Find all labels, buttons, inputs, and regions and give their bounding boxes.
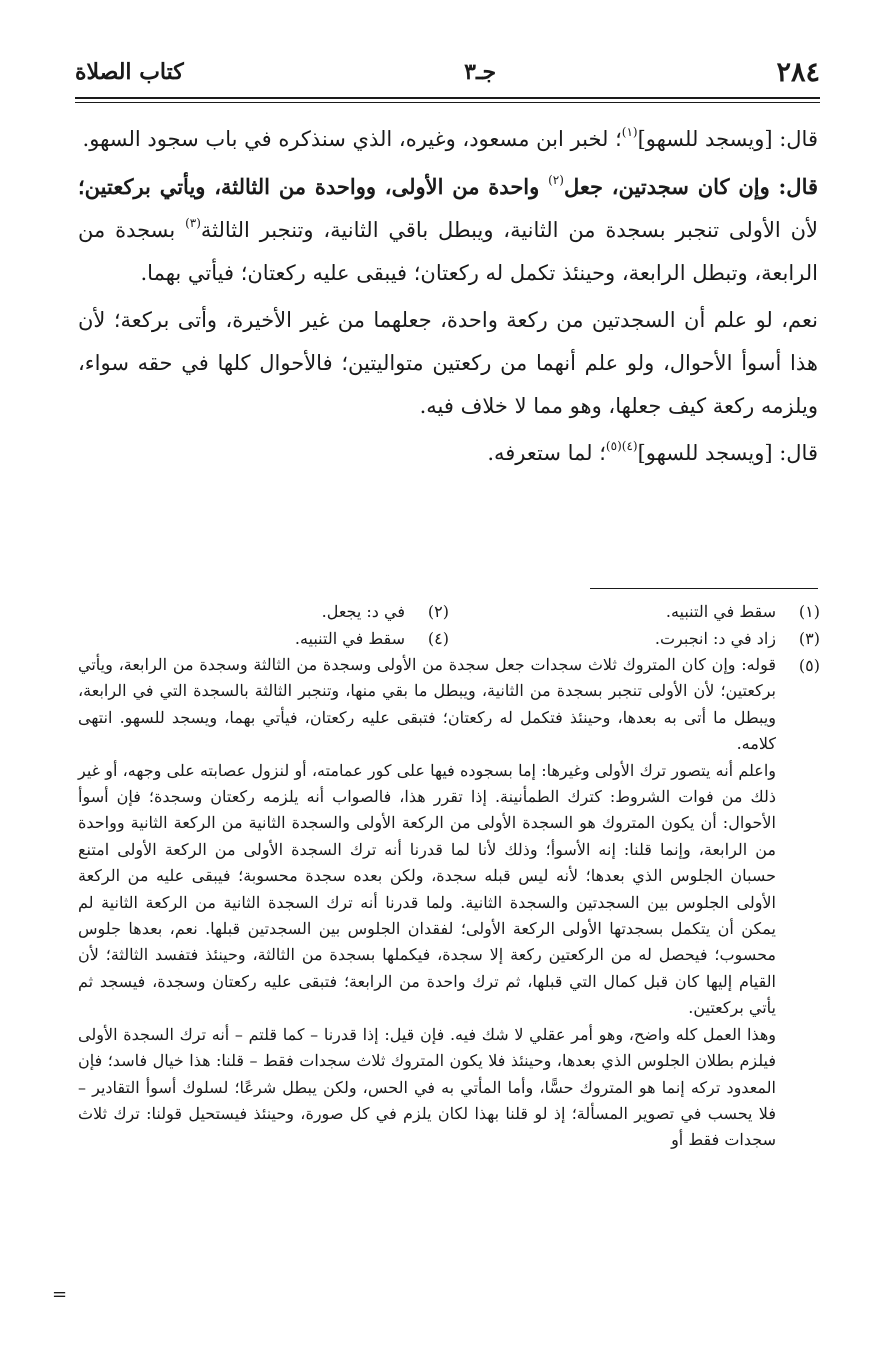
footnote-ref-2: (٢) bbox=[548, 173, 564, 187]
footnote-number: (٤) bbox=[427, 629, 449, 648]
footnote-ref-1: (١) bbox=[621, 125, 638, 139]
footnote-ref-3: (٣) bbox=[185, 216, 201, 230]
paragraph-2 bbox=[78, 165, 818, 295]
footnote-5-paragraph-3: وهذا العمل كله واضح، وهو أمر عقلي لا شك فيه. فإن قيل: إذا قدرنا – كما قلتم – أنه ترك السجدة الأولى فيلزم بطلان الجلوس الذي بعدها، وحينئذ فلا يكون المتروك ثلاث سجدات فقط – قلنا: هذا خيال فاسد؛ فإن المعدود تركه إنما هو المتروك حسًّا، وأما المأتي به في الحس، ولكن يبطل شرعًا؛ لسلوك أسوأ التقادير – فلا يحسب في تصوير المسألة؛ إذ لو قلنا بهذا لكان يلزم في كل صورة، وحينئذ فيستحيل قولنا: ترك ثلاث سجدات فقط أو bbox=[78, 1024, 776, 1150]
footnote-row bbox=[78, 598, 820, 625]
footnote-text: في د: يجعل. bbox=[321, 602, 405, 621]
main-text bbox=[78, 118, 818, 479]
footnote-5-body bbox=[78, 652, 776, 1154]
footnote-text: سقط في التنبيه. bbox=[294, 629, 405, 648]
footnote-number: (١) bbox=[798, 602, 820, 621]
footnote-ref-4-5: (٤)(٥) bbox=[605, 439, 638, 453]
footnote-row bbox=[78, 625, 820, 652]
continuation-mark: = bbox=[52, 1284, 68, 1305]
footnote-separator bbox=[590, 588, 818, 589]
footnote-number: (٢) bbox=[427, 602, 449, 621]
p2-bold-a: قال: وإن كان سجدتين، جعل bbox=[563, 174, 819, 199]
p4-text-a: قال: [ويسجد للسهو] bbox=[637, 441, 818, 465]
p2-bold-b: واحدة من الأولى، وواحدة من الثالثة، ويأتي بركعتين؛ bbox=[78, 174, 549, 199]
footnote-5-paragraph-2: واعلم أنه يتصور ترك الأولى وغيرها: إما بسجوده فيها على كور عمامته، أو لنزول عصابته على وجهه، أو غير ذلك من فوات الشروط: كترك الطمأنينة. إذا تقرر هذا، فالصواب أنه يلزمه ركعتان وسجدة؛ فإن أسوأ الأحوال: أن يكون المتروك هو السجدة الأولى من الركعة الأولى والسجدة الثانية من الركعة الثانية وواحدة من الرابعة، وإنما قلنا: إنه الأسوأ؛ وذلك لأنا لما قدرنا أنه ترك السجدة الأولى من الركعة الأولى امتنع حسبان الجلوس الذي بعدها؛ لأنه ليس قبله سجدة، ولكن بعده سجدة محسوبة؛ فيبقى عليه من الركعة الأولى الجلوس بين السجدتين والسجدة الثانية. ولما قدرنا أنه ترك السجدة الثانية من الركعة الثانية لم يمكن أن يتكمل بسجدتها الأولى الركعة الأولى؛ لفقدان الجلوس بين السجدتين قبلها. نعم، بعدها جلوس محسوب؛ فيحصل له من الركعتين ركعة إلا سجدة، فيكملها بسجدة من الثالثة، وحينئذ فتفسد الثالثة؛ لأن القيام إليها كان قبل كمال التي قبلها، ثم ترك واحدة من الرابعة؛ فتبقى عليه ركعتان وسجدة، فيسجد ثم يأتي بركعتين. bbox=[78, 760, 777, 1018]
footnote-text: سقط في التنبيه. bbox=[665, 602, 776, 621]
footnote-number: (٥) bbox=[798, 656, 820, 675]
header-rule-thick bbox=[75, 97, 820, 99]
book-title: كتاب الصلاة bbox=[75, 59, 184, 85]
footnote-text: زاد في د: انجبرت. bbox=[654, 629, 776, 648]
footnote-1 bbox=[449, 598, 820, 625]
volume-label: جـ٣ bbox=[464, 59, 497, 85]
p2-text-c: لأن الأولى تنجبر بسجدة من الثانية، ويبطل باقي الثانية، وتنجبر الثالثة bbox=[200, 218, 818, 242]
paragraph-4 bbox=[78, 432, 818, 475]
footnote-number: (٣) bbox=[798, 629, 820, 648]
paragraph-1 bbox=[78, 118, 818, 161]
page-header bbox=[75, 50, 820, 94]
paragraph-3: نعم، لو علم أن السجدتين من ركعة واحدة، جعلهما من غير الأخيرة، وأتى بركعة؛ لأن هذا أسوأ الأحوال، ولو علم أنهما من ركعتين متواليتين؛ فالأحوال كلها في حقه سواء، ويلزمه ركعة كيف جعلها، وهو مما لا خلاف فيه. bbox=[78, 308, 818, 418]
header-rule-thin bbox=[75, 102, 820, 103]
p4-text-b: ؛ لما ستعرفه. bbox=[487, 441, 606, 465]
footnote-5 bbox=[78, 652, 820, 1154]
p1-text-b: ؛ لخبر ابن مسعود، وغيره، الذي سنذكره في باب سجود السهو. bbox=[82, 127, 622, 151]
p1-text-a: قال: [ويسجد للسهو] bbox=[637, 127, 818, 151]
footnote-3 bbox=[449, 625, 820, 652]
footnotes bbox=[78, 598, 820, 1154]
footnote-2 bbox=[78, 598, 449, 625]
page-number: ٢٨٤ bbox=[776, 56, 820, 88]
footnote-5-paragraph-1: قوله: وإن كان المتروك ثلاث سجدات جعل سجدة من الأولى وسجدة من الثالثة وسجدة من الرابعة، ويأتي بركعتين؛ لأن الأولى تنجبر بسجدة من الثانية، ويبطل ما بقي منها، وتنجبر الثالثة بالسجدة التي في الرابعة، ويبطل ما أتى به بعدها، وحينئذ فتكمل له ركعتان؛ فتبقى عليه ركعتان، فيأتي بهما، ويسجد للسهو. انتهى كلامه. bbox=[78, 655, 776, 754]
p2-text-d: بسجدة من الرابعة، وتبطل الرابعة، وحينئذ تكمل له ركعتان؛ فيبقى عليه ركعتان؛ فيأتي بهما. bbox=[78, 218, 818, 285]
footnote-4 bbox=[78, 625, 449, 652]
